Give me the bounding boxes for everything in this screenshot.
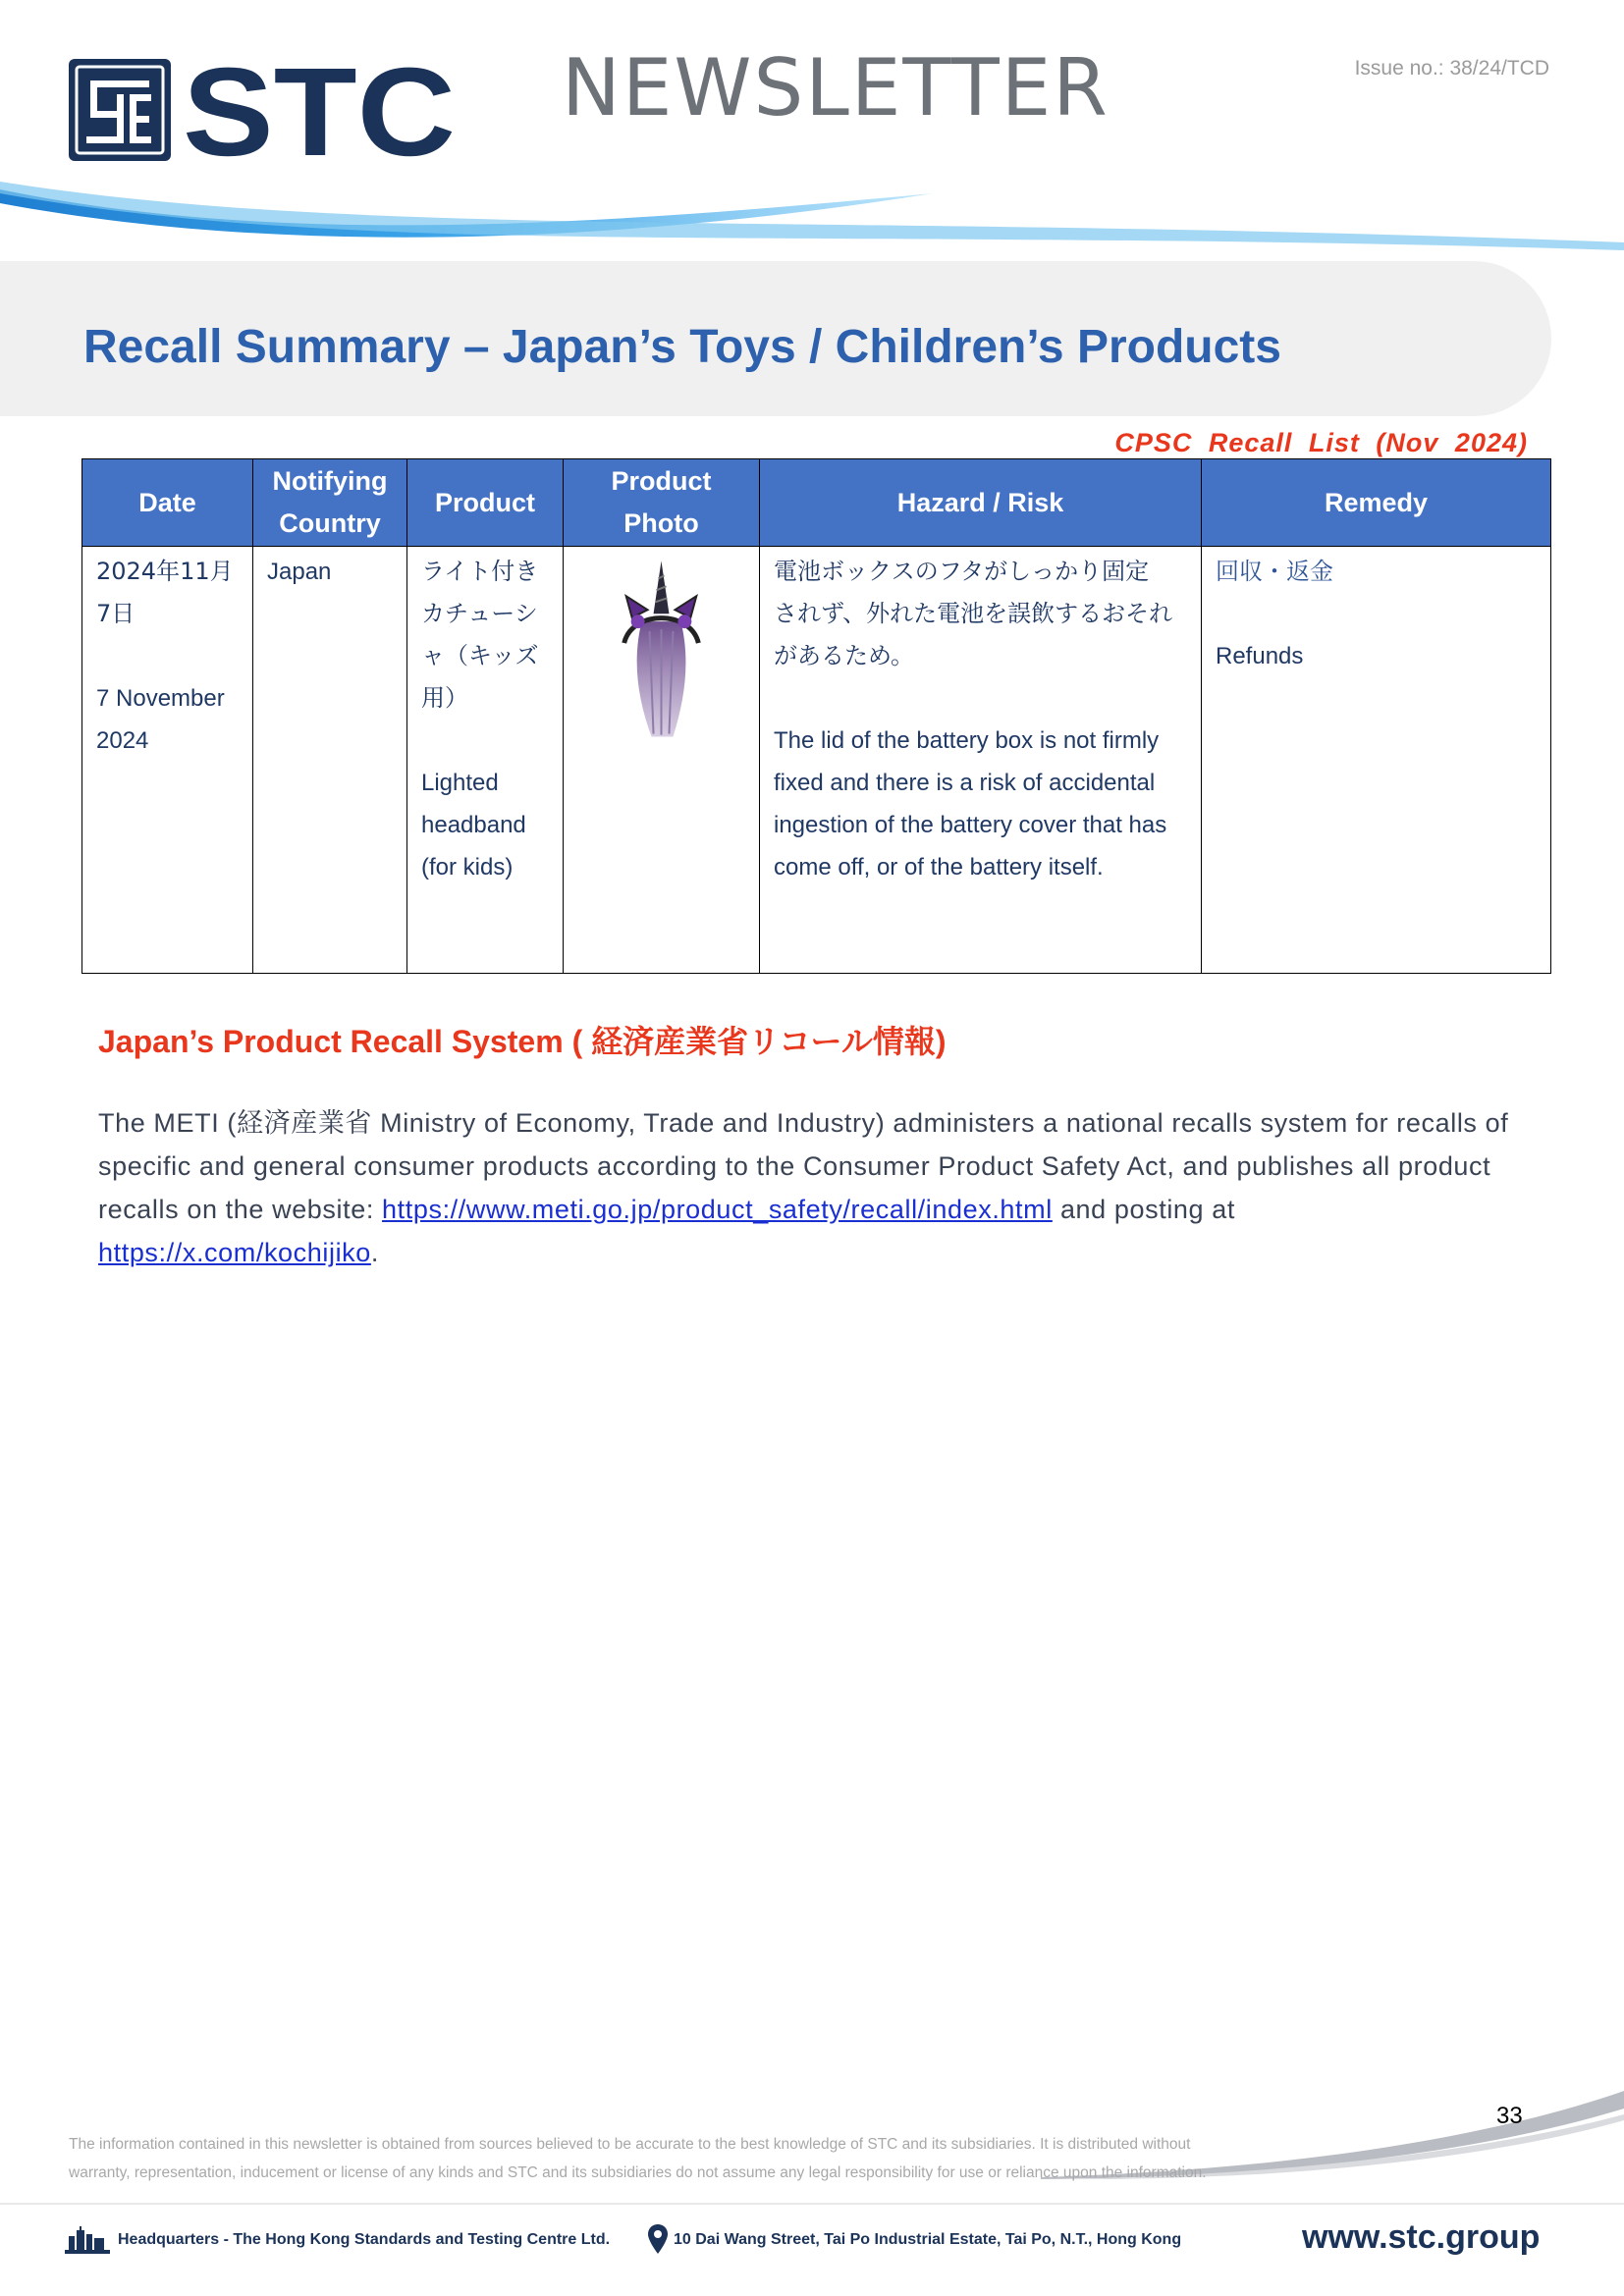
header-product-photo <box>564 459 760 547</box>
recall-list-label: CPSC Recall List (Nov 2024) <box>1114 428 1528 457</box>
table-row <box>82 547 1551 974</box>
cell-product <box>407 547 564 974</box>
unicorn-headband-photo <box>564 553 759 749</box>
header-hazard: Hazard / Risk <box>760 459 1202 547</box>
product-jp-line4: 用） <box>421 684 468 712</box>
header-remedy: Remedy <box>1202 459 1551 547</box>
product-jp-line2: カチューシ <box>421 600 538 627</box>
kochijiko-link[interactable]: https://x.com/kochijiko <box>98 1238 371 1267</box>
disclaimer-line2: warranty, representation, inducement or license of any kinds and STC and its subsidiaries do not assume any legal responsibility for use or reliance upon the information. <box>69 2164 1207 2181</box>
country-value: Japan <box>267 559 332 585</box>
page-title: Recall Summary – Japan’s Toys / Children’s Products <box>83 321 1281 373</box>
issue-number: Issue no.: 38/24/TCD <box>1354 57 1549 80</box>
headquarters-text: Headquarters - The Hong Kong Standards and Testing Centre Ltd. <box>118 2231 611 2248</box>
hazard-en-line4: come off, or of the battery itself. <box>774 854 1104 881</box>
header-notifying-line1: Notifying <box>272 466 388 496</box>
table-header-row <box>82 459 1551 547</box>
cell-hazard <box>760 547 1202 974</box>
header-notifying-country <box>253 459 407 547</box>
stc-logo <box>67 57 460 163</box>
paragraph-text-2: and posting at <box>1052 1195 1235 1224</box>
date-en-line2: 2024 <box>96 727 149 754</box>
page-number: 33 <box>1496 2103 1523 2129</box>
hazard-en-line2: fixed and there is a risk of accidental <box>774 770 1156 796</box>
header-product: Product <box>407 459 564 547</box>
section-title: Japan’s Product Recall System ( 経済産業省リコール情報) <box>98 1024 947 1059</box>
hazard-en-line3: ingestion of the battery cover that has <box>774 812 1167 838</box>
cell-remedy <box>1202 547 1551 974</box>
product-en-line3: (for kids) <box>421 854 514 881</box>
recall-table <box>81 458 1551 974</box>
disclaimer-line1: The information contained in this newsletter is obtained from sources believed to be accurate to the best knowledge of STC and its subsidiaries. It is distributed without <box>69 2136 1191 2153</box>
header-photo-line1: Product <box>611 466 712 496</box>
remedy-en: Refunds <box>1216 643 1304 669</box>
product-en-line2: headband <box>421 812 526 838</box>
cell-product-photo <box>564 547 760 974</box>
product-jp-line1: ライト付き <box>421 558 539 585</box>
hazard-jp-line1: 電池ボックスのフタがしっかり固定 <box>774 558 1150 585</box>
paragraph-text-3: . <box>370 1238 380 1267</box>
cell-date <box>82 547 253 974</box>
website-url[interactable]: www.stc.group <box>1302 2218 1541 2256</box>
location-pin-icon <box>648 2224 668 2254</box>
header-date: Date <box>82 459 253 547</box>
paragraph-text-1: The METI (経済産業省 Ministry of Economy, Trade and Industry) administers a national recalls system for recalls of specific and general consumer products according to the Consumer Product Safety Act, and publishes all product recalls on the website: <box>98 1108 1509 1224</box>
building-icon <box>65 2226 110 2254</box>
address-text: 10 Dai Wang Street, Tai Po Industrial Estate, Tai Po, N.T., Hong Kong <box>674 2231 1182 2248</box>
disclaimer <box>69 2130 1286 2187</box>
hazard-jp-line3: があるため。 <box>774 642 915 669</box>
footer-divider <box>0 2203 1624 2205</box>
meti-recall-link[interactable]: https://www.meti.go.jp/product_safety/recall/index.html <box>382 1195 1053 1224</box>
header-notifying-line2: Country <box>279 508 381 538</box>
hazard-en-line1: The lid of the battery box is not firmly <box>774 727 1160 754</box>
product-en-line1: Lighted <box>421 770 499 796</box>
header-photo-line2: Photo <box>623 508 699 538</box>
hazard-jp-line2: されず、外れた電池を誤飲するおそれ <box>774 600 1173 627</box>
cell-country <box>253 547 407 974</box>
header-swoosh <box>0 182 1624 260</box>
date-en-line1: 7 November <box>96 685 225 712</box>
section-paragraph <box>98 1101 1512 1274</box>
date-jp-line1: 2024年11月 <box>96 558 234 585</box>
logo-text: STC <box>183 57 456 163</box>
product-jp-line3: ャ（キッズ <box>421 642 539 669</box>
remedy-jp: 回収・返金 <box>1216 558 1333 585</box>
date-jp-line2: 7日 <box>96 600 135 627</box>
newsletter-title: NEWSLETTER <box>562 42 1110 133</box>
